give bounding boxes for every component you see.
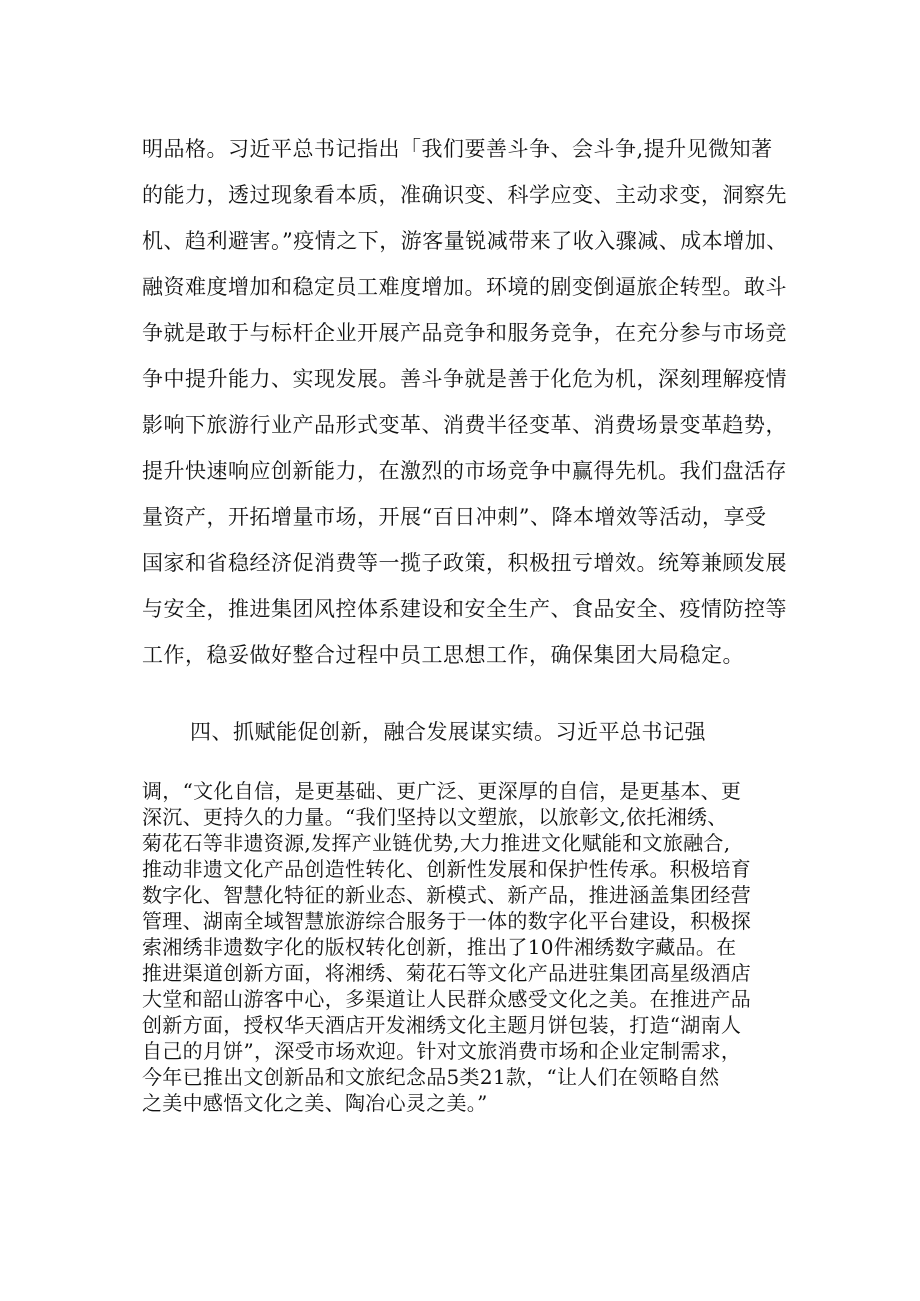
text-line: 调，“文化自信，是更基础、更广泛、更深厚的自信，是更基本、更	[142, 779, 742, 803]
text-line: 机、趋利避害。”疫情之下，游客量锐减带来了收入骤减、成本增加、	[142, 229, 788, 253]
text-line: 国家和省稳经济促消费等一揽子政策，积极扭亏增效。统筹兼顾发展	[142, 551, 787, 575]
text-line: 之美中感悟文化之美、陶冶心灵之美。”	[142, 1091, 488, 1115]
text-line: 明品格。习近平总书记指出「我们要善斗争、会斗争,提升见微知著	[142, 137, 773, 161]
text-line: 菊花石等非遗资源,发挥产业链优势,大力推进文化赋能和文旅融合,	[142, 831, 731, 855]
section-heading: 四、抓赋能促创新，融合发展谋实绩。习近平总书记强	[190, 720, 706, 744]
text-line: 管理、湖南全域智慧旅游综合服务于一体的数字化平台建设，积极探	[142, 909, 751, 933]
text-line: 推进渠道创新方面，将湘绣、菊花石等文化产品进驻集团高星级酒店	[142, 961, 751, 985]
text-line: 提升快速响应创新能力，在激烈的市场竞争中赢得先机。我们盘活存	[142, 459, 787, 483]
text-line: 量资产，开拓增量市场，开展“百日冲刺”、降本增效等活动，享受	[142, 505, 767, 529]
text-line: 融资难度增加和稳定员工难度增加。环境的剧变倒逼旅企转型。敢斗	[142, 275, 787, 299]
text-line: 争中提升能力、实现发展。善斗争就是善于化危为机，深刻理解疫情	[142, 367, 787, 391]
text-line: 与安全，推进集团风控体系建设和安全生产、食品安全、疫情防控等	[142, 597, 787, 621]
text-line: 今年已推出文创新品和文旅纪念品5类21款，“让人们在领略自然	[142, 1065, 720, 1089]
text-line: 影响下旅游行业产品形式变革、消费半径变革、消费场景变革趋势，	[142, 413, 787, 437]
text-line: 自己的月饼”，深受市场欢迎。针对文旅消费市场和企业定制需求，	[142, 1039, 742, 1063]
text-line: 的能力，透过现象看本质，准确识变、科学应变、主动求变，洞察先	[142, 183, 787, 207]
text-line: 大堂和韶山游客中心，多渠道让人民群众感受文化之美。在推进产品	[142, 987, 751, 1011]
text-line: 索湘绣非遗数字化的版权转化创新，推出了10件湘绣数字藏品。在	[142, 935, 737, 959]
text-line: 争就是敢于与标杆企业开展产品竞争和服务竞争，在充分参与市场竞	[142, 321, 787, 345]
text-line: 推动非遗文化产品创造性转化、创新性发展和保护性传承。积极培育	[142, 857, 751, 881]
text-line: 工作，稳妥做好整合过程中员工思想工作，确保集团大局稳定。	[142, 643, 744, 667]
text-line: 创新方面，授权华天酒店开发湘绣文化主题月饼包装，打造“湖南人	[142, 1013, 742, 1037]
text-line: 深沉、更持久的力量。“我们坚持以文塑旅，以旅彰文,依托湘绣、	[142, 805, 728, 829]
text-line: 数字化、智慧化特征的新业态、新模式、新产品，推进涵盖集团经营	[142, 883, 751, 907]
